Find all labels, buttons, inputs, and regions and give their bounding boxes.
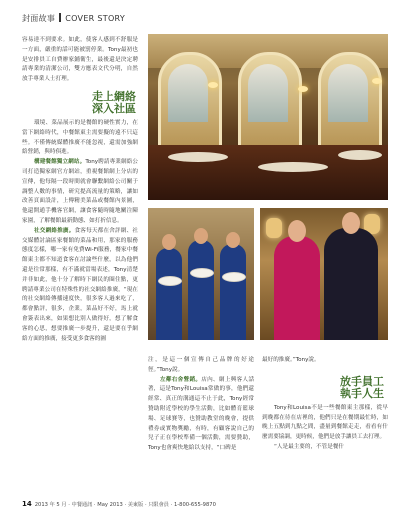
paragraph-community [148,376,254,454]
section-label-english: COVER STORY [65,14,126,23]
subheading-line-2: 深入社區 [92,101,136,115]
paragraph-website-lead: 構建餐館獨立網站。 [34,159,86,166]
paragraph-owners: Tony和Louisa不是一些餐館東主那樣，從早到晚都在待在店裡的，他們只是在餐期最忙時，如晚上五點到九點之間，盡量到餐館走走，看看有什麼需要協調，更時候，他們是放手讓員工去打理。 [262,404,388,441]
subheading-staff [262,376,384,400]
staff-with-dishes-photo [148,208,254,340]
paragraph-continuation: 注，是這一個宣傳自己品牌的好途徑。”Tony說。 [148,357,254,373]
section-header [22,13,125,24]
paragraph-best-promotion: 最好的推廣。”Tony說。 [262,357,320,363]
paragraph-environment: 環境、菜品展示的是餐館的硬性實力，在當下網絡時代，中餐館東主需要擬的遠不只這些。不僅傳統媒體推廣不能忽視，還需加強網絡營銷，與時俱進。 [22,119,138,156]
paragraph-social-text: 食客每天都在舍評網、社交媒體討論區家餐館的菜品和用，那家的服務態度怎樣，哪一家有免費Wi-Fi服務，餐家中餐館東主都不知道食客在討論些什麼，以為他們還是往常那樣，有不滿就當場表述，Tony清楚并非如此，他十分了解時下網民的圈住點，更聘請專業公司在特殊性的社交網絡推廣，“現在的社交網絡傳播速度快，很多客人過來吃了，都會點評，很多，企業，菜品好不好，馬上就會簽表出來，如果想比別人做得好，想了解食客的心思，想要推廣一步提升，還是要在乎網絡方面的推廣，接受更多食客的圖 [22,227,138,342]
paragraph-website-text: Tony聘請專業網絡公司打造獨家網官方網站，重視餐館網上分店的宣傳，他每隔一段時間就會聯繫網絡公司關于調整人數的事情，研究提高流量的策略，讓如改善頁面設計，上傳精美菜品或餐館內景圖，他還開通手機客官網，讓食客隨時隨地關注陳家園，了解餐館最新動態、如打折信息。 [22,159,138,224]
owners-couple-photo [260,208,388,340]
paragraph-website [22,158,138,227]
paragraph-people: “人是最主要的，不管是餐什 [274,443,345,450]
paragraph-social-lead: 社交網絡推廣。 [34,227,75,234]
page-footer [22,500,216,508]
paragraph-social [22,227,138,345]
intro-paragraph: 容易達不到要求。如此，使客人感到不舒服是一方面，嚴重的話可能被罰停業。Tony最初也是安排員工自費辦家鋪衛生，最後還是決定聘請專業的清潔公司，雙方應表文代分明，自然放手專業人士打理。 [22,37,138,83]
column-2 [148,356,254,454]
subheading-staff-line-1: 放手員工 [340,374,384,388]
section-label-chinese: 封面故事 [22,14,56,23]
subheading-staff-line-2: 執手人生 [340,386,384,400]
paragraph-community-lead: 左鄰右舍營銷。 [160,376,202,383]
page-number: 14 [22,500,32,508]
issue-info: 2013 年 5 月 · 中餐通訊 · May 2013 · 美東版 · 只限會員 · [34,502,173,508]
phone-number: 1-800-655-9870 [173,502,216,508]
restaurant-interior-photo [148,34,388,200]
subheading-online [22,91,136,115]
subheading-line-1: 走上網絡 [92,89,136,103]
paragraph-community-text: 店內、網上興客人話著，這是Tony和Louisa常做的事，他們還經常、真正的溝通這不止于此，Tony經常贊助附近學校的學生活動，比如體育籃球場、足球賽等，也贊助教堂的晚會，提供禮券或實物獎勵，有時，有顧客說自己的兒子正在學校準備一個活動，需要贊助，Tony也會爽快地給以支持，“口碑是 [148,376,254,452]
column-1 [22,36,138,344]
column-3 [262,356,388,453]
header-divider [59,13,61,22]
